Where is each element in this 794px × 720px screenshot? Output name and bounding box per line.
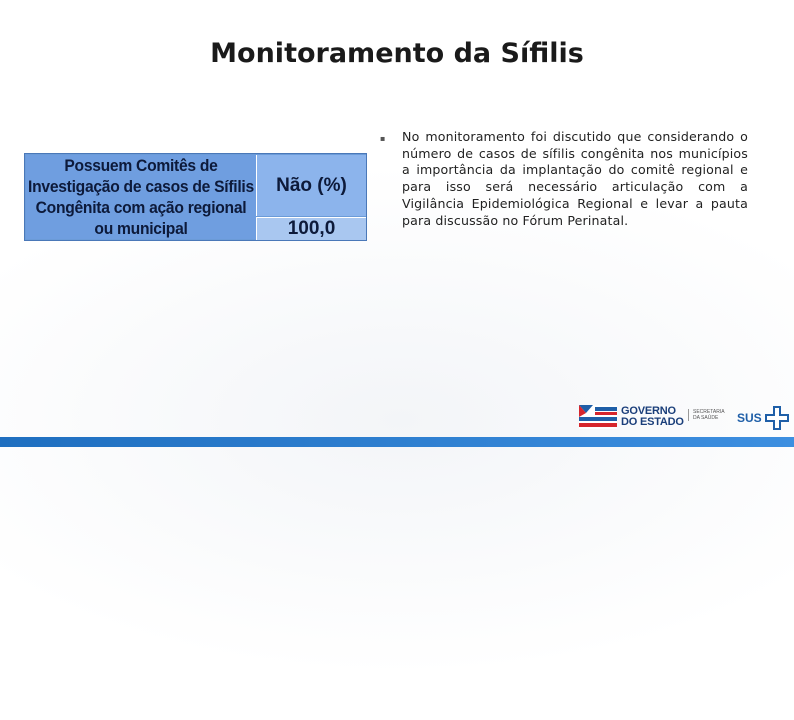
bahia-flag-icon: [579, 405, 617, 429]
table-row-header: Possuem Comitês de Investigação de casos de Sífilis Congênita com ação regional ou municipal: [26, 155, 256, 239]
governo-logo: [579, 405, 684, 429]
governo-line1: GOVERNO: [621, 405, 676, 417]
governo-text: [621, 406, 684, 428]
secretaria-text: [688, 409, 725, 421]
sus-label: SUS: [737, 411, 762, 425]
bullet-icon: ▪: [380, 134, 386, 143]
bullet-paragraph: No monitoramento foi discutido que considerando o número de casos de sífilis congênita nos municípios a importância da implantação do comitê regional e para isso será necessário articulação com a Vigilância Epidemiológica Regional e levar a pauta para discussão no Fórum Perinatal.: [402, 129, 748, 228]
table-column-header: Não (%): [256, 155, 366, 216]
slide-title: [0, 38, 794, 69]
data-table: [24, 153, 367, 241]
sus-cross-icon: [764, 405, 790, 431]
secretaria-line2: DA SAÚDE: [693, 415, 719, 421]
governo-line2: DO ESTADO: [621, 416, 684, 428]
table-value-cell: 100,0: [256, 217, 366, 240]
secretaria-line1: SECRETARIA: [693, 409, 725, 415]
footer-bar: [0, 437, 794, 447]
sus-logo: [737, 405, 790, 431]
slide-title-text: Monitoramento da Sífilis: [210, 38, 584, 69]
